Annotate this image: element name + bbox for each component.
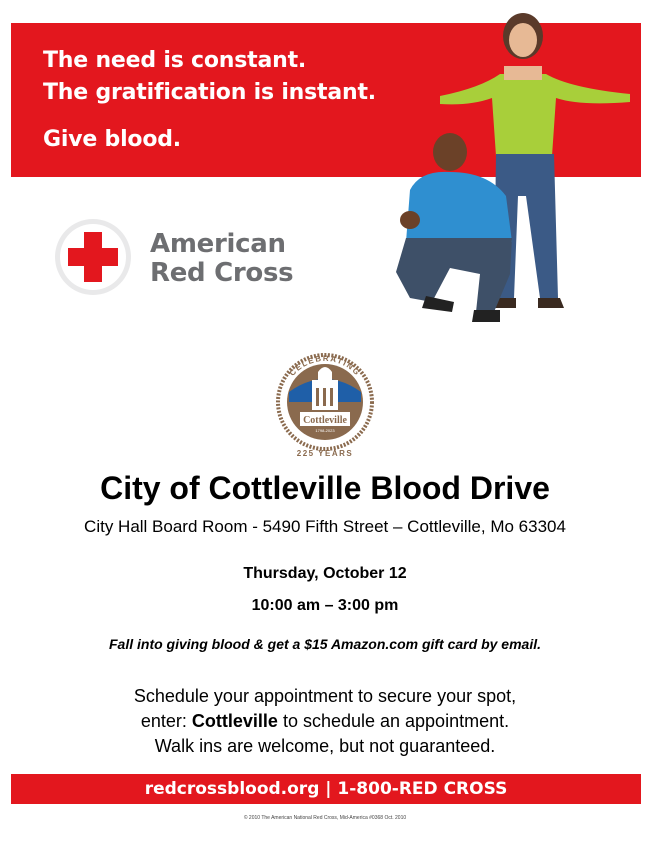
logo-text-american: American <box>150 229 286 259</box>
seal-city-name: Cottleville <box>303 415 347 426</box>
contact-info: redcrossblood.org | 1-800-RED CROSS <box>144 779 508 799</box>
red-cross-emblem-icon <box>54 218 132 296</box>
seal-bottom-text: 225 YEARS <box>296 449 354 458</box>
city-seal-icon <box>270 344 380 459</box>
schedule-keyword: Cottleville <box>191 711 278 731</box>
seal-years: 1798-2023 <box>315 428 335 433</box>
schedule-prefix: enter: <box>140 711 192 731</box>
event-title: City of Cottleville Blood Drive <box>100 470 550 506</box>
logo-text-red-cross: Red Cross <box>150 258 294 288</box>
schedule-line-1: Schedule your appointment to secure your spot, <box>133 686 517 706</box>
event-date: Thursday, October 12 <box>243 565 407 582</box>
man-figure <box>396 133 512 322</box>
tagline-line-1: The need is constant. <box>43 48 307 73</box>
seal-top-text: CELEBRATING <box>287 353 363 378</box>
schedule-suffix: to schedule an appointment. <box>277 711 510 731</box>
event-address: City Hall Board Room - 5490 Fifth Street – Cottleville, Mo 63304 <box>84 517 566 536</box>
event-time: 10:00 am – 3:00 pm <box>251 597 399 614</box>
tagline-line-2: The gratification is instant. <box>43 80 376 105</box>
donors-photo <box>380 6 646 336</box>
tagline-line-3: Give blood. <box>43 127 181 152</box>
schedule-line-2 <box>0 711 650 732</box>
copyright-notice: © 2010 The American National Red Cross, Mid-America #0368 Oct. 2010 <box>243 815 407 821</box>
schedule-line-3: Walk ins are welcome, but not guaranteed. <box>154 736 496 756</box>
footer-bar <box>11 774 641 804</box>
gift-card-promo: Fall into giving blood & get a $15 Amazon.com gift card by email. <box>109 636 541 652</box>
